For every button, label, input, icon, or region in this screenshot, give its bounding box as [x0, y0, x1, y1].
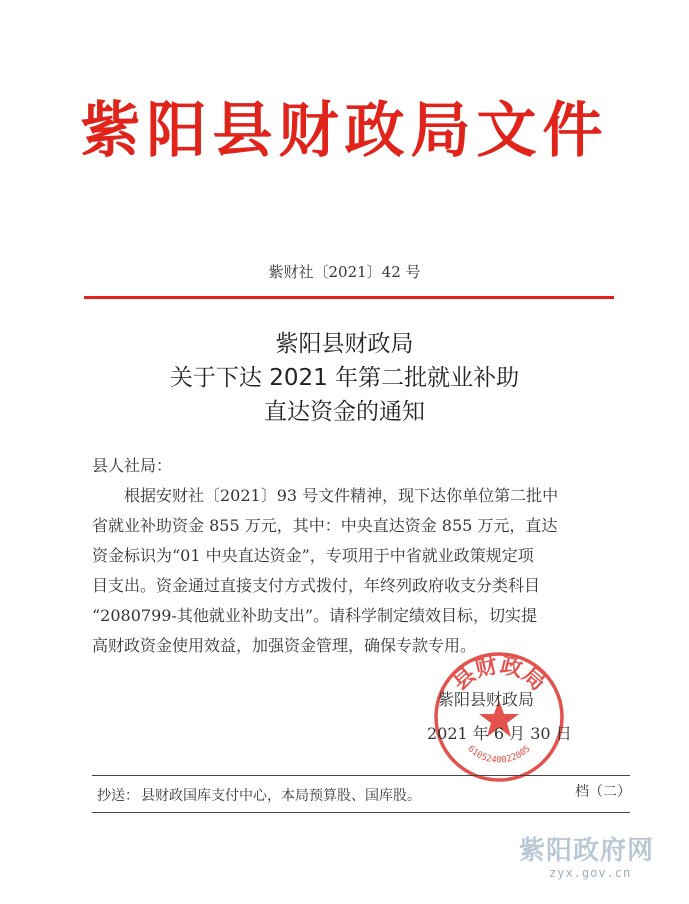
issuer-signature: 紫阳县财政局 — [438, 690, 535, 709]
body-line: 目支出。资金通过直接支付方式拨付，年终列政府收支分类科目 — [92, 576, 541, 595]
document-header-title: 紫阳县财政局文件 — [80, 96, 609, 166]
watermark-logo: 紫阳政府网 — [519, 836, 655, 866]
document-number: 紫财社〔2021〕42 号 — [268, 263, 421, 281]
stamp-code-text: 6105240022005 — [465, 744, 533, 766]
notice-title-line-1: 紫阳县财政局 — [275, 331, 414, 357]
notice-title-line-2: 关于下达 2021 年第二批就业补助 — [169, 365, 520, 391]
issue-date: 2021 年 6 月 30 日 — [427, 724, 572, 743]
svg-text:6105240022005 — [465, 744, 532, 766]
cc-recipients: 县财政国库支付中心，本局预算股、国库股。 — [141, 788, 421, 804]
official-seal-stamp — [430, 648, 568, 786]
cc-label: 抄送： — [97, 788, 139, 804]
body-line: 高财政资金使用效益，加强资金管理，确保专款专用。 — [92, 636, 477, 655]
body-line: “2080799-其他就业补助支出”。请科学制定绩效目标，切实提 — [92, 606, 538, 625]
archive-mark: 档（二） — [575, 784, 631, 800]
cc-divider-top — [92, 775, 630, 776]
watermark-url: zyx.gov.cn — [549, 866, 632, 880]
notice-title-line-3: 直达资金的通知 — [264, 399, 425, 425]
body-line: 省就业补助资金 855 万元，其中：中央直达资金 855 万元，直达 — [92, 516, 558, 535]
body-line: 根据安财社〔2021〕93 号文件精神，现下达你单位第二批中 — [124, 486, 559, 505]
cc-divider-bottom — [92, 812, 630, 813]
header-divider — [84, 296, 614, 299]
stamp-arc-text: 县财政局 — [447, 653, 551, 696]
salutation: 县人社局： — [92, 456, 173, 475]
body-line: 资金标识为“01 中央直达资金”，专项用于中省就业政策规定项 — [92, 546, 534, 565]
